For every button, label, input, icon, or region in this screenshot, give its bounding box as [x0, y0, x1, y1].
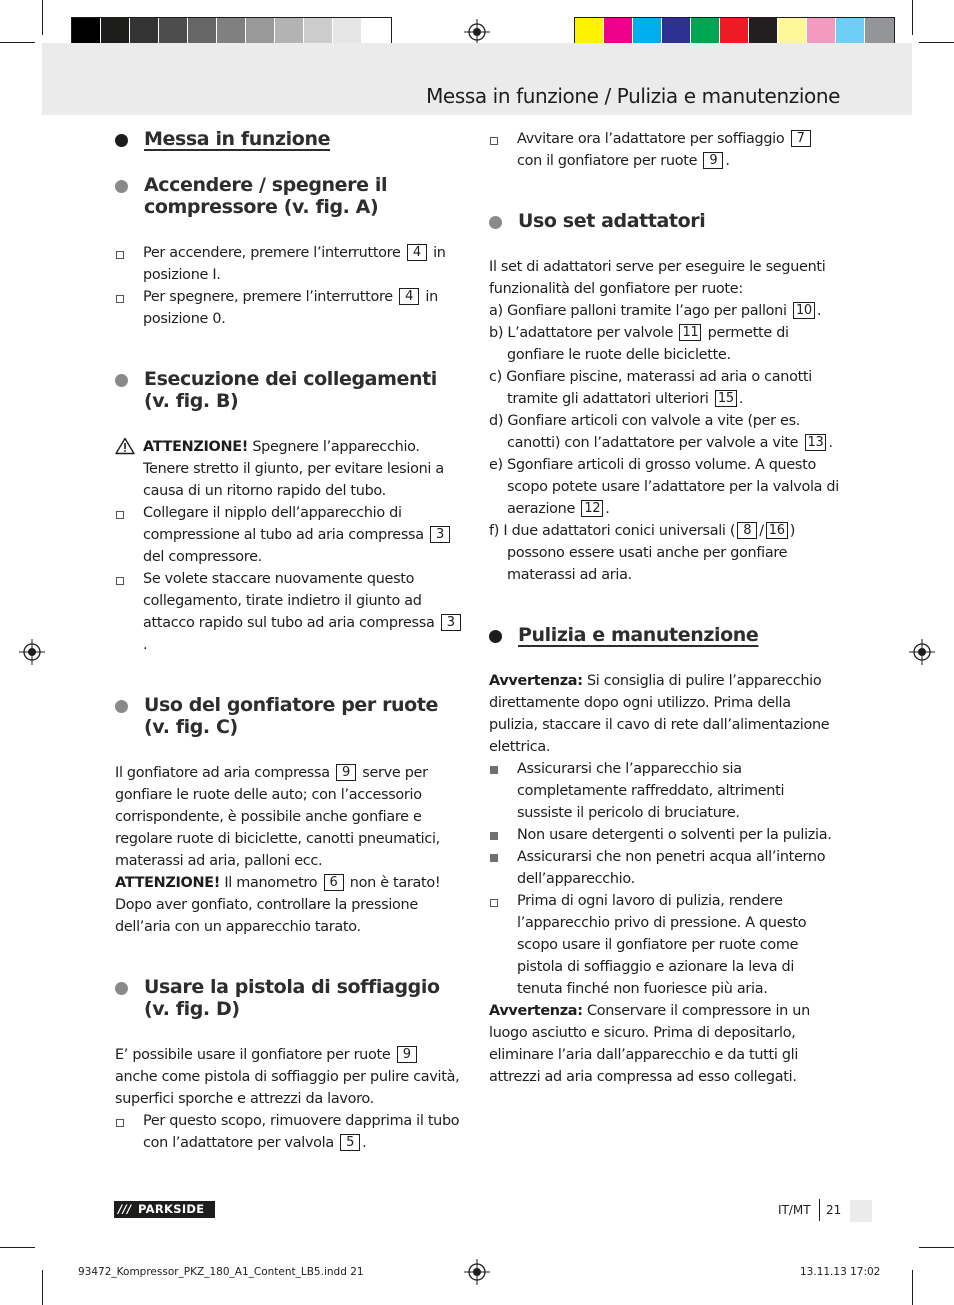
checkbox-bullet-icon	[115, 568, 135, 590]
section-heading: Pulizia e manutenzione	[489, 624, 839, 646]
color-swatch	[865, 18, 894, 46]
list-item: Per accendere, premere l’interruttore 4 in posizione I.	[115, 242, 465, 286]
crop-mark	[0, 42, 35, 43]
checkbox-bullet-icon	[489, 890, 509, 912]
reference-number: 4	[399, 288, 419, 305]
crop-mark	[912, 0, 913, 35]
reference-number: 13	[805, 434, 827, 451]
list-item: Assicurarsi che non penetri acqua all’interno dell’apparecchio.	[489, 846, 839, 890]
parkside-logo: /// PARKSIDE	[114, 1201, 215, 1218]
list-item: a) Gonfiare palloni tramite l’ago per palloni 10 .	[489, 303, 822, 319]
paragraph: Il set di adattatori serve per eseguire le seguenti funzionalità del gonfiatore per ruote:	[489, 259, 826, 297]
checkbox-bullet-icon	[489, 128, 509, 150]
color-swatch	[662, 18, 691, 46]
list-item: e) Sgonfiare articoli di grosso volume. A questo scopo potete usare l’adattatore per la valvola di aerazione 12 .	[489, 457, 839, 517]
color-swatch	[246, 18, 275, 46]
color-swatch	[691, 18, 720, 46]
checkbox-bullet-icon	[115, 242, 135, 264]
paragraph: Avvertenza: Conservare il compressore in un luogo asciutto e sicuro. Prima di depositarlo, eliminare l’aria dall’apparecchio e da tutti gli attrezzi ad aria compressa ad esso collegati.	[489, 1003, 810, 1085]
color-swatch	[575, 18, 604, 46]
section-heading: Uso del gonfiatore per ruote (v. fig. C)	[115, 694, 465, 738]
crop-mark	[0, 1247, 35, 1248]
divider	[819, 1199, 820, 1221]
list-item: Per spegnere, premere l’interruttore 4 in posizione 0.	[115, 286, 465, 330]
reference-number: 9	[336, 764, 356, 781]
color-swatch	[304, 18, 333, 46]
reference-number: 5	[340, 1134, 360, 1151]
color-swatch	[217, 18, 246, 46]
note-label: Avvertenza:	[489, 1003, 583, 1019]
checkbox-bullet-icon	[115, 286, 135, 308]
color-swatch	[836, 18, 865, 46]
reference-number: 10	[793, 302, 815, 319]
section-heading: Messa in funzione	[115, 128, 465, 150]
reference-number: 16	[766, 522, 788, 539]
language-code: IT/MT	[778, 1203, 811, 1217]
crop-mark	[919, 1247, 954, 1248]
list-item: Avvitare ora l’adattatore per soffiaggio 7 con il gonfiatore per ruote 9 .	[489, 128, 839, 172]
square-bullet-icon	[489, 846, 509, 868]
right-column	[489, 128, 839, 1088]
color-swatch	[749, 18, 778, 46]
color-swatch	[604, 18, 633, 46]
reference-number: 9	[703, 152, 723, 169]
checkbox-bullet-icon	[115, 502, 135, 524]
color-swatch	[130, 18, 159, 46]
reference-number: 15	[715, 390, 737, 407]
reference-number: 4	[407, 244, 427, 261]
paragraph: ATTENZIONE! Il manometro 6 non è tarato! Dopo aver gonfiato, controllare la pressione dell’aria con un apparecchio tarato.	[115, 875, 441, 935]
color-swatch	[362, 18, 391, 46]
crop-mark	[42, 0, 43, 35]
reference-number: 12	[581, 500, 603, 517]
page-number: 21	[826, 1203, 842, 1217]
list-item: Assicurarsi che l’apparecchio sia completamente raffreddato, altrimenti sussiste il pericolo di bruciature.	[489, 758, 839, 824]
registration-mark-icon	[909, 639, 935, 665]
color-swatch	[778, 18, 807, 46]
reference-number: 11	[679, 324, 701, 341]
reference-number: 3	[430, 526, 450, 543]
reference-number: 6	[324, 874, 344, 891]
warning-item: ATTENZIONE! Spegnere l’apparecchio. Tenere stretto il giunto, per evitare lesioni a causa di un ritorno rapido del tubo.	[115, 436, 465, 502]
reference-number: 8	[737, 522, 757, 539]
file-slug: 93472_Kompressor_PKZ_180_A1_Content_LB5.indd 21	[78, 1266, 364, 1278]
page-tab	[850, 1200, 872, 1222]
left-column	[115, 128, 465, 1154]
color-swatch	[188, 18, 217, 46]
crop-mark	[42, 1270, 43, 1305]
paragraph: Il gonfiatore ad aria compressa 9 serve per gonfiare le ruote delle auto; con l’accessorio corrispondente, è possibile anche gonfiare e regolare ruote di biciclette, canotti pneumatici, materassi ad aria, palloni ecc.	[115, 765, 440, 869]
page-title: Messa in funzione / Pulizia e manutenzione	[426, 84, 840, 108]
reference-number: 3	[441, 614, 461, 631]
color-swatch	[72, 18, 101, 46]
section-heading: Uso set adattatori	[489, 210, 839, 232]
crop-mark	[919, 42, 954, 43]
color-swatch	[275, 18, 304, 46]
warning-triangle-icon	[115, 436, 135, 458]
square-bullet-icon	[489, 758, 509, 780]
color-swatch	[333, 18, 362, 46]
list-item: f) I due adattatori conici universali ( 8 / 16 ) possono essere usati anche per gonfiare materassi ad aria.	[489, 523, 796, 583]
registration-mark-icon	[464, 19, 490, 45]
list-item: c) Gonfiare piscine, materassi ad aria o canotti tramite gli adattatori ulteriori 15 .	[489, 369, 812, 407]
list-item: Non usare detergenti o solventi per la pulizia.	[489, 824, 839, 846]
note-label: Avvertenza:	[489, 673, 583, 689]
color-swatch	[720, 18, 749, 46]
color-swatch	[633, 18, 662, 46]
color-swatch	[159, 18, 188, 46]
registration-mark-icon	[464, 1259, 490, 1285]
list-item: Prima di ogni lavoro di pulizia, rendere l’apparecchio privo di pressione. A questo scopo usare il gonfiatore per ruote come pistola di soffiaggio e azionare la leva di tenuta finché non fuoriesce più aria.	[489, 890, 839, 1000]
list-item: Per questo scopo, rimuovere dapprima il tubo con l’adattatore per valvola 5 .	[115, 1110, 465, 1154]
color-swatch	[101, 18, 130, 46]
crop-mark	[912, 1270, 913, 1305]
section-heading: Accendere / spegnere il compressore (v. fig. A)	[115, 174, 465, 218]
warning-label: ATTENZIONE!	[115, 875, 221, 891]
warning-label: ATTENZIONE!	[143, 439, 249, 455]
list-item: b) L’adattatore per valvole 11 permette di gonfiare le ruote delle biciclette.	[489, 325, 789, 363]
registration-mark-icon	[19, 639, 45, 665]
list-item: d) Gonfiare articoli con valvole a vite (per es. canotti) con l’adattatore per valvole a vite 13 .	[489, 413, 833, 451]
reference-number: 7	[791, 130, 811, 147]
list-item: Collegare il nipplo dell’apparecchio di compressione al tubo ad aria compressa 3 del compressore.	[115, 502, 465, 568]
list-item: Se volete staccare nuovamente questo collegamento, tirate indietro il giunto ad attacco rapido sul tubo ad aria compressa 3.	[115, 568, 465, 656]
date-slug: 13.11.13 17:02	[800, 1266, 881, 1278]
color-swatch	[807, 18, 836, 46]
section-heading: Usare la pistola di soffiaggio (v. fig. D)	[115, 976, 465, 1020]
paragraph: E’ possibile usare il gonfiatore per ruote 9 anche come pistola di soffiaggio per pulire cavità, superfici sporche e attrezzi da lavoro.	[115, 1047, 460, 1107]
reference-number: 9	[397, 1046, 417, 1063]
section-heading: Esecuzione dei collegamenti (v. fig. B)	[115, 368, 465, 412]
paragraph: Avvertenza: Si consiglia di pulire l’apparecchio direttamente dopo ogni utilizzo. Prima della pulizia, staccare il cavo di rete dall’alimentazione elettrica.	[489, 673, 830, 755]
square-bullet-icon	[489, 824, 509, 846]
checkbox-bullet-icon	[115, 1110, 135, 1132]
